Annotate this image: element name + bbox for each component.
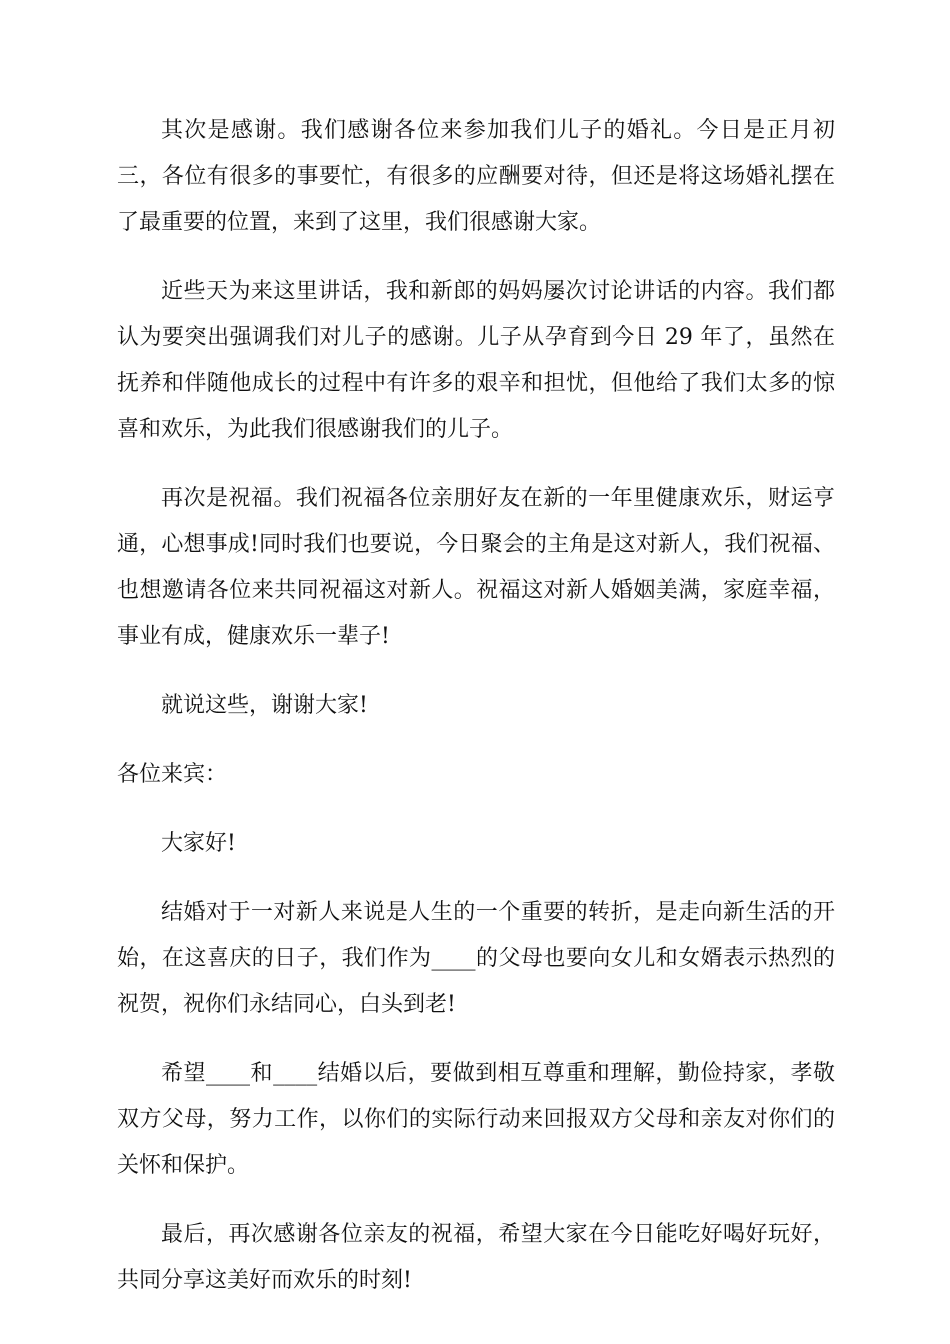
paragraph-blessing: 再次是祝福。我们祝福各位亲朋好友在新的一年里健康欢乐，财运亨通，心想事成!同时我们也要说，今日聚会的主角是这对新人，我们祝福、也想邀请各位来共同祝福这对新人。祝福这对新人婚姻美满，家庭幸福，事业有成，健康欢乐一辈子! — [117, 486, 835, 649]
document-body — [117, 108, 835, 1327]
paragraph-thanks: 其次是感谢。我们感谢各位来参加我们儿子的婚礼。今日是正月初三，各位有很多的事要忙，有很多的应酬要对待，但还是将这场婚礼摆在了最重要的位置，来到了这里，我们很感谢大家。 — [117, 118, 835, 235]
paragraph-greeting: 大家好! — [161, 831, 236, 856]
paragraph-marriage: 结婚对于一对新人来说是人生的一个重要的转折，是走向新生活的开始，在这喜庆的日子，我们作为____的父母也要向女儿和女婿表示热烈的祝贺，祝你们永结同心，白头到老! — [117, 900, 835, 1017]
paragraph-hope: 希望____和____结婚以后，要做到相互尊重和理解，勤俭持家，孝敬双方父母，努力工作，以你们的实际行动来回报双方父母和亲友对你们的关怀和保护。 — [117, 1061, 835, 1178]
paragraph-thanks-son: 近些天为来这里讲话，我和新郎的妈妈屡次讨论讲话的内容。我们都认为要突出强调我们对儿子的感谢。儿子从孕育到今日 29 年了，虽然在抚养和伴随他成长的过程中有许多的艰辛和担忧，但他给了我们太多的惊喜和欢乐，为此我们很感谢我们的儿子。 — [117, 279, 835, 442]
paragraph-salutation: 各位来宾： — [117, 762, 228, 787]
paragraph-closing: 就说这些，谢谢大家! — [161, 693, 368, 718]
paragraph-final-thanks: 最后，再次感谢各位亲友的祝福，希望大家在今日能吃好喝好玩好，共同分享这美好而欢乐的时刻! — [117, 1222, 835, 1293]
